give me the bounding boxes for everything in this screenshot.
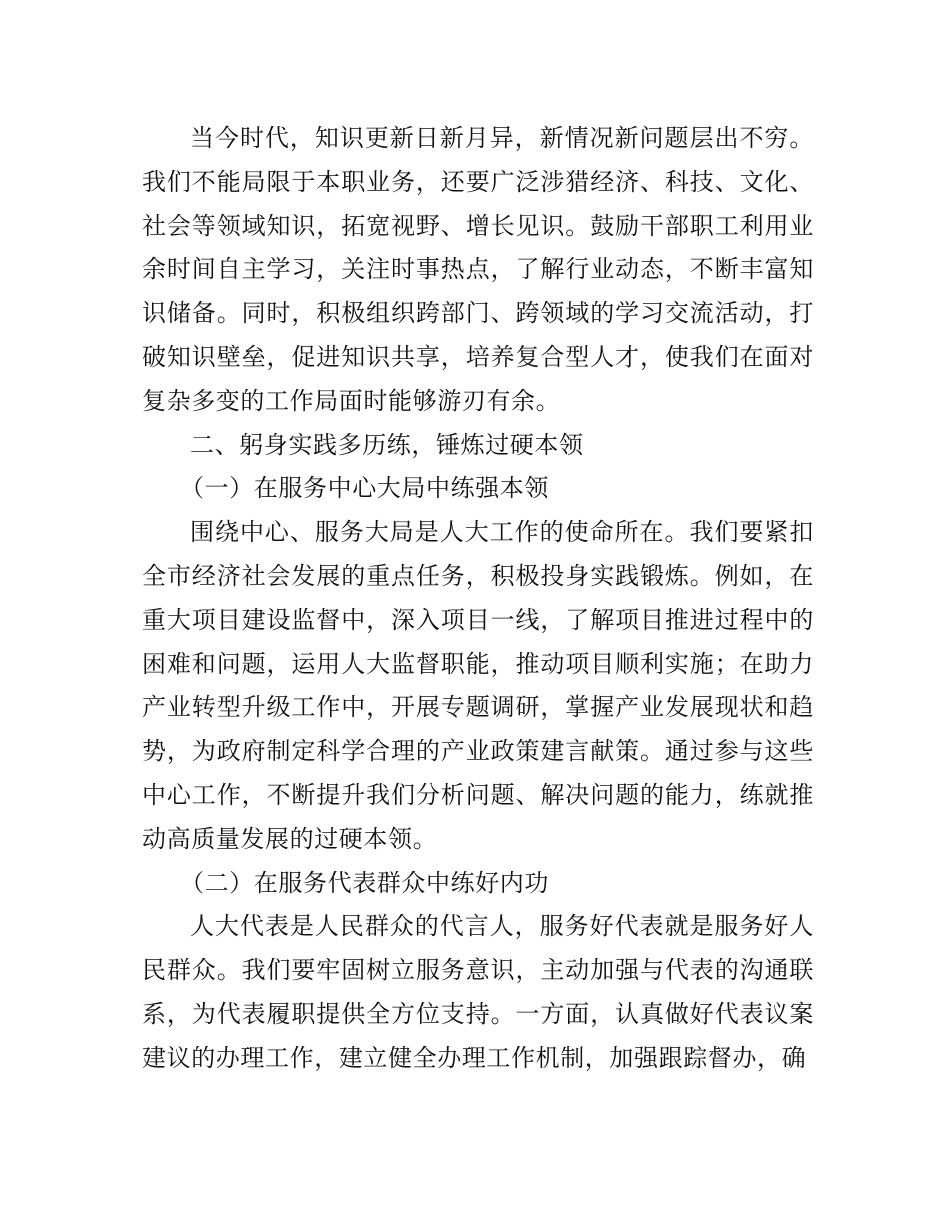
paragraph-knowledge-learning: 当今时代，知识更新日新月异，新情况新问题层出不穷。我们不能局限于本职业务，还要广泛涉猎经济、科技、文化、社会等领域知识，拓宽视野、增长见识。鼓励干部职工利用业余时间自主学习，关注时事热点，了解行业动态，不断丰富知识储备。同时，积极组织跨部门、跨领域的学习交流活动，打破知识壁垒，促进知识共享，培养复合型人才，使我们在面对复杂多变的工作局面时能够游刃有余。 xyxy=(142,124,814,415)
paragraph-serve-deputies: 人大代表是人民群众的代言人，服务好代表就是服务好人民群众。我们要牢固树立服务意识，主动加强与代表的沟通联系，为代表履职提供全方位支持。一方面，认真做好代表议案建议的办理工作，建立健全办理工作机制，加强跟踪督办，确 xyxy=(142,912,814,1072)
document-body xyxy=(142,117,814,1081)
subsection-heading-serve-overall: （一）在服务中心大局中练强本领 xyxy=(180,474,549,503)
section-heading-practice: 二、躬身实践多历练，锤炼过硬本领 xyxy=(190,430,584,459)
paragraph-serve-overall: 围绕中心、服务大局是人大工作的使命所在。我们要紧扣全市经济社会发展的重点任务，积极投身实践锻炼。例如，在重大项目建设监督中，深入项目一线，了解项目推进过程中的困难和问题，运用人大监督职能，推动项目顺利实施；在助力产业转型升级工作中，开展专题调研，掌握产业发展现状和趋势，为政府制定科学合理的产业政策建言献策。通过参与这些中心工作，不断提升我们分析问题、解决问题的能力，练就推动高质量发展的过硬本领。 xyxy=(142,518,814,853)
subsection-heading-serve-deputies: （二）在服务代表群众中练好内功 xyxy=(180,868,549,897)
